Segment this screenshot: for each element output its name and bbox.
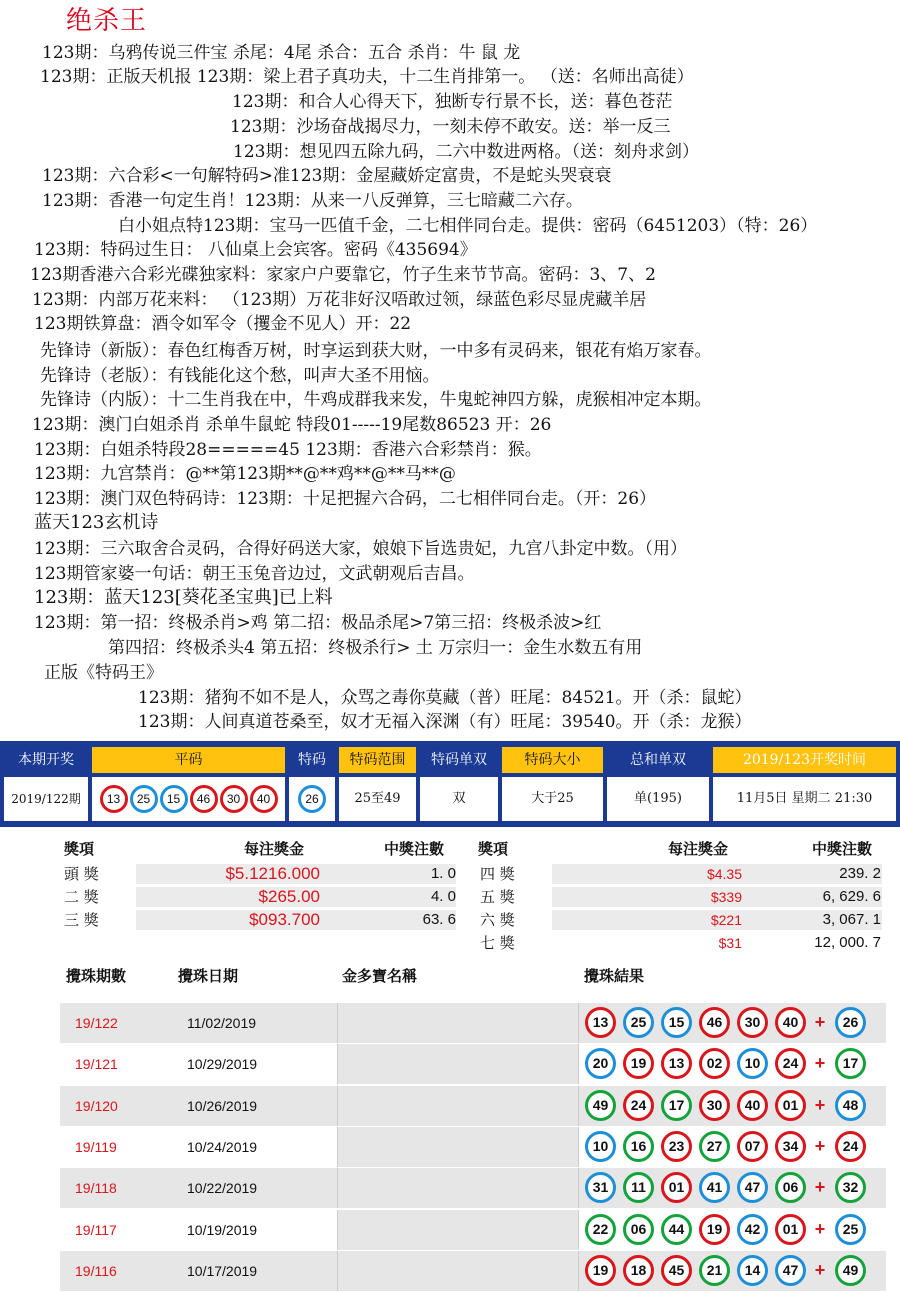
prize-name: 六 獎 bbox=[480, 911, 515, 929]
result-ball: 10 bbox=[585, 1131, 616, 1162]
draw-result bbox=[585, 1090, 873, 1121]
history-header-period: 攪珠期數 bbox=[66, 967, 127, 985]
special-big-small: 大于25 bbox=[502, 777, 603, 821]
prize-header-count: 中獎注數 bbox=[384, 840, 445, 858]
prize-amount: $265.00 bbox=[258, 887, 320, 906]
jackpot-name bbox=[337, 1086, 579, 1126]
draw-id: 19/116 bbox=[75, 1262, 117, 1279]
header-next-draw-time: 2019/123开奖时间 bbox=[713, 747, 896, 773]
page-title: 绝杀王 bbox=[66, 6, 148, 36]
draw-result bbox=[585, 1048, 873, 1079]
draw-result bbox=[585, 1131, 873, 1162]
draw-date: 11/02/2019 bbox=[187, 1015, 257, 1031]
prize-header-name: 獎項 bbox=[478, 840, 509, 858]
plus-icon: + bbox=[814, 1053, 826, 1074]
jackpot-name bbox=[337, 1003, 579, 1043]
prize-row bbox=[476, 909, 881, 931]
text-line: 123期：乌鸦传说三件宝 杀尾：4尾 杀合：五合 杀肖：牛 鼠 龙 bbox=[42, 43, 521, 63]
result-ball: 21 bbox=[699, 1255, 730, 1286]
prize-count: 1. 0 bbox=[430, 865, 456, 882]
result-ball: 01 bbox=[661, 1172, 692, 1203]
prize-row bbox=[60, 909, 460, 931]
draw-result bbox=[585, 1172, 873, 1203]
draw-id: 19/121 bbox=[75, 1056, 118, 1073]
text-line: 蓝天123玄机诗 bbox=[34, 512, 159, 533]
prize-count: 63. 6 bbox=[422, 911, 456, 928]
special-ball-cell bbox=[289, 777, 335, 821]
text-line: 123期：六合彩<一句解特码>准123期：金屋藏娇定富贵，不是蛇头哭衰衰 bbox=[42, 166, 612, 186]
draw-date: 10/29/2019 bbox=[187, 1056, 258, 1073]
header-normal-numbers: 平码 bbox=[92, 747, 285, 773]
result-ball: 06 bbox=[775, 1172, 806, 1203]
result-ball: 06 bbox=[623, 1214, 654, 1245]
result-ball: 22 bbox=[585, 1214, 616, 1245]
text-line: 白小姐点特123期：宝马一匹值千金，二七相伴同台走。提供：密码（6451203）（特：26） bbox=[118, 216, 818, 236]
prize-count: 239. 2 bbox=[839, 865, 881, 882]
result-ball: 16 bbox=[623, 1131, 654, 1162]
history-header-date: 攪珠日期 bbox=[178, 967, 239, 985]
result-ball: 19 bbox=[699, 1214, 730, 1245]
jackpot-name bbox=[337, 1210, 579, 1250]
result-ball: 25 bbox=[623, 1007, 654, 1038]
text-line: 123期：白姐杀特段28=====45 123期：香港六合彩禁肖：猴。 bbox=[34, 440, 542, 460]
text-line: 第四招：终极杀头4 第五招：终极杀行> 土 万宗归一：金生水数五有用 bbox=[108, 638, 643, 658]
prize-name: 七 獎 bbox=[480, 934, 515, 952]
draw-id: 19/122 bbox=[75, 1015, 118, 1031]
table-row bbox=[60, 1168, 886, 1208]
prize-amount: $5.1216.000 bbox=[225, 864, 320, 883]
normal-balls bbox=[92, 777, 285, 821]
draw-date: 10/22/2019 bbox=[187, 1180, 258, 1197]
sum-odd-even: 单(195) bbox=[607, 777, 709, 821]
result-ball: 20 bbox=[585, 1048, 616, 1079]
prize-header-name: 獎項 bbox=[64, 840, 95, 858]
result-ball: 40 bbox=[737, 1090, 768, 1121]
result-ball: 01 bbox=[775, 1090, 806, 1121]
result-ball: 30 bbox=[699, 1090, 730, 1121]
jackpot-name bbox=[337, 1251, 579, 1291]
result-ball: 27 bbox=[699, 1131, 730, 1162]
result-ball: 42 bbox=[737, 1214, 768, 1245]
result-ball: 31 bbox=[585, 1172, 616, 1203]
text-line: 123期：内部万花来料： （123期）万花非好汉唔敢过领，绿蓝色彩尽显虎藏羊居 bbox=[32, 290, 647, 310]
special-result-ball: 25 bbox=[835, 1214, 866, 1245]
special-ball: 26 bbox=[298, 785, 326, 813]
result-ball: 44 bbox=[661, 1214, 692, 1245]
prize-count: 12, 000. 7 bbox=[814, 934, 881, 951]
header-special-range: 特码范围 bbox=[339, 747, 416, 773]
special-result-ball: 17 bbox=[835, 1048, 866, 1079]
result-ball: 19 bbox=[623, 1048, 654, 1079]
special-range: 25至49 bbox=[339, 777, 416, 821]
result-ball: 23 bbox=[661, 1131, 692, 1162]
result-ball: 14 bbox=[737, 1255, 768, 1286]
result-ball: 13 bbox=[661, 1048, 692, 1079]
table-row bbox=[60, 1127, 886, 1167]
text-line: 123期：香港一句定生肖！123期：从来一八反弹算，三七暗藏二六存。 bbox=[42, 191, 583, 211]
text-line: 123期：特码过生日： 八仙桌上会宾客。密码《435694》 bbox=[34, 240, 477, 260]
header-sum-odd-even: 总和单双 bbox=[607, 747, 709, 773]
text-line: 123期：第一招：终极杀肖>鸡 第二招：极品杀尾>7第三招：终极杀波>红 bbox=[34, 613, 602, 633]
text-line: 123期：蓝天123[葵花圣宝典]已上料 bbox=[34, 587, 333, 608]
result-ball: 01 bbox=[775, 1214, 806, 1245]
draw-date: 10/19/2019 bbox=[187, 1221, 258, 1238]
text-line: 123期：和合人心得天下，独断专行景不长，送：暮色苍茫 bbox=[232, 92, 673, 112]
table-row bbox=[60, 1210, 886, 1250]
special-result-ball: 48 bbox=[835, 1090, 866, 1121]
text-line: 123期铁算盘：酒令如军令（攫金不见人）开：22 bbox=[34, 314, 412, 334]
result-ball: 24 bbox=[775, 1048, 806, 1079]
text-line: 123期管家婆一句话：朝王玉兔音边过，文武朝观后吉昌。 bbox=[34, 564, 475, 584]
plus-icon: + bbox=[814, 1094, 826, 1115]
prize-amount: $221 bbox=[710, 912, 742, 928]
ball-3: 15 bbox=[160, 785, 188, 813]
text-line: 123期：澳门白姐杀肖 杀单牛鼠蛇 特段01-----19尾数86523 开：26 bbox=[32, 415, 552, 435]
prize-count: 4. 0 bbox=[430, 888, 456, 905]
draw-period: 2019/122期 bbox=[4, 777, 88, 821]
result-ball: 47 bbox=[737, 1172, 768, 1203]
text-line: 123期：沙场奋战揭尽力，一刻未停不敢安。送：举一反三 bbox=[230, 117, 671, 137]
plus-icon: + bbox=[814, 1177, 826, 1198]
text-line: 123期：澳门双色特码诗：123期：十足把握六合码，二七相伴同台走。（开：26） bbox=[34, 489, 657, 509]
draw-id: 19/117 bbox=[75, 1221, 117, 1238]
jackpot-name bbox=[337, 1168, 579, 1208]
special-result-ball: 32 bbox=[835, 1172, 866, 1203]
plus-icon: + bbox=[814, 1012, 826, 1032]
jackpot-name bbox=[337, 1127, 579, 1167]
prize-amount: $4.35 bbox=[706, 866, 742, 882]
draw-result bbox=[585, 1214, 873, 1245]
prize-name: 三 獎 bbox=[64, 911, 99, 929]
result-ball: 40 bbox=[775, 1007, 806, 1038]
prize-row bbox=[476, 886, 881, 908]
text-line: 先锋诗（老版）：有钱能化这个愁，叫声大圣不用恼。 bbox=[40, 366, 440, 386]
draw-result bbox=[585, 1007, 873, 1038]
table-row bbox=[60, 1086, 886, 1126]
draw-id: 19/118 bbox=[75, 1180, 117, 1197]
prize-row bbox=[476, 932, 881, 954]
special-result-ball: 49 bbox=[835, 1255, 866, 1286]
result-ball: 34 bbox=[775, 1131, 806, 1162]
header-special-big-small: 特码大小 bbox=[502, 747, 603, 773]
text-line: 先锋诗（内版）：十二生肖我在中，牛鸡成群我来发，牛鬼蛇神四方躲，虎猴相冲定本期。 bbox=[40, 390, 712, 410]
text-line: 123期：三六取舍合灵码，合得好码送大家，娘娘下旨选贵妃，九宫八卦定中数。（用） bbox=[34, 539, 687, 559]
ball-5: 30 bbox=[220, 785, 248, 813]
special-result-ball: 26 bbox=[835, 1007, 866, 1038]
text-line: 123期：九宫禁肖：@**第123期**@**鸡**@**马**@ bbox=[34, 464, 456, 484]
ball-1: 13 bbox=[100, 785, 128, 813]
plus-icon: + bbox=[814, 1218, 826, 1239]
next-draw-time: 11月5日 星期二 21:30 bbox=[713, 777, 896, 821]
draw-result-table bbox=[0, 741, 900, 827]
special-result-ball: 24 bbox=[835, 1131, 866, 1162]
prize-name: 四 獎 bbox=[480, 865, 515, 883]
table-row bbox=[60, 1044, 886, 1084]
ball-6: 40 bbox=[250, 785, 278, 813]
draw-date: 10/26/2019 bbox=[187, 1097, 258, 1114]
result-ball: 19 bbox=[585, 1255, 616, 1286]
table-row bbox=[60, 1251, 886, 1291]
result-ball: 41 bbox=[699, 1172, 730, 1203]
draw-date: 10/24/2019 bbox=[187, 1138, 258, 1155]
prize-row bbox=[60, 886, 460, 908]
result-ball: 18 bbox=[623, 1255, 654, 1286]
prize-count: 6, 629. 6 bbox=[822, 888, 881, 905]
text-line: 123期：想见四五除九码，二六中数进两格。（送：刻舟求剑） bbox=[233, 142, 699, 162]
draw-result bbox=[585, 1255, 873, 1286]
plus-icon: + bbox=[814, 1135, 826, 1156]
result-ball: 17 bbox=[661, 1090, 692, 1121]
result-ball: 24 bbox=[623, 1090, 654, 1121]
result-ball: 10 bbox=[737, 1048, 768, 1079]
result-ball: 46 bbox=[699, 1007, 730, 1038]
text-line: 123期：猪狗不如不是人，众骂之毒你莫藏（普）旺尾：84521。开（杀：鼠蛇） bbox=[138, 688, 752, 708]
jackpot-name bbox=[337, 1044, 579, 1084]
prize-header-amount: 每注獎金 bbox=[244, 840, 305, 858]
result-ball: 45 bbox=[661, 1255, 692, 1286]
draw-date: 10/17/2019 bbox=[187, 1262, 258, 1279]
result-ball: 02 bbox=[699, 1048, 730, 1079]
prize-header-count: 中獎注數 bbox=[812, 840, 873, 858]
plus-icon: + bbox=[814, 1259, 826, 1280]
header-special-number: 特码 bbox=[289, 747, 335, 773]
ball-4: 46 bbox=[190, 785, 218, 813]
prize-name: 五 獎 bbox=[480, 888, 515, 906]
result-ball: 47 bbox=[775, 1255, 806, 1286]
result-ball: 11 bbox=[623, 1172, 654, 1203]
prize-amount: $093.700 bbox=[249, 910, 320, 929]
prize-count: 3, 067. 1 bbox=[822, 911, 881, 928]
table-row bbox=[60, 1003, 886, 1043]
prize-amount: $31 bbox=[718, 935, 742, 951]
result-ball: 13 bbox=[585, 1007, 616, 1038]
prize-row bbox=[60, 863, 460, 885]
result-ball: 30 bbox=[737, 1007, 768, 1038]
header-special-odd-even: 特码单双 bbox=[420, 747, 498, 773]
header-current-draw: 本期开奖 bbox=[4, 747, 88, 773]
text-line: 先锋诗（新版）：春色红梅香万树，时享运到获大财，一中多有灵码来，银花有焰万家春。 bbox=[40, 341, 712, 361]
text-line: 123期：正版天机报 123期：梁上君子真功夫，十二生肖排第一。 （送：名师出高徒） bbox=[40, 67, 694, 87]
text-line: 正版《特码王》 bbox=[44, 663, 163, 683]
prize-name: 頭 獎 bbox=[64, 865, 99, 883]
text-line: 123期：人间真道苍桑至，奴才无福入深渊（有）旺尾：39540。开（杀：龙猴） bbox=[138, 712, 752, 732]
history-header-result: 攪珠結果 bbox=[584, 967, 645, 985]
ball-2: 25 bbox=[130, 785, 158, 813]
prize-header-amount: 每注獎金 bbox=[668, 840, 729, 858]
prize-amount: $339 bbox=[710, 889, 742, 905]
text-line: 123期香港六合彩光碟独家料：家家户户要靠它，竹子生来节节高。密码：3、7、2 bbox=[30, 265, 656, 285]
result-ball: 07 bbox=[737, 1131, 768, 1162]
special-odd-even: 双 bbox=[420, 777, 498, 821]
result-ball: 49 bbox=[585, 1090, 616, 1121]
draw-id: 19/120 bbox=[75, 1097, 118, 1114]
result-ball: 15 bbox=[661, 1007, 692, 1038]
draw-id: 19/119 bbox=[75, 1138, 117, 1155]
history-header-name: 金多寶名稱 bbox=[342, 967, 418, 985]
prize-name: 二 獎 bbox=[64, 888, 99, 906]
prize-row bbox=[476, 863, 881, 885]
